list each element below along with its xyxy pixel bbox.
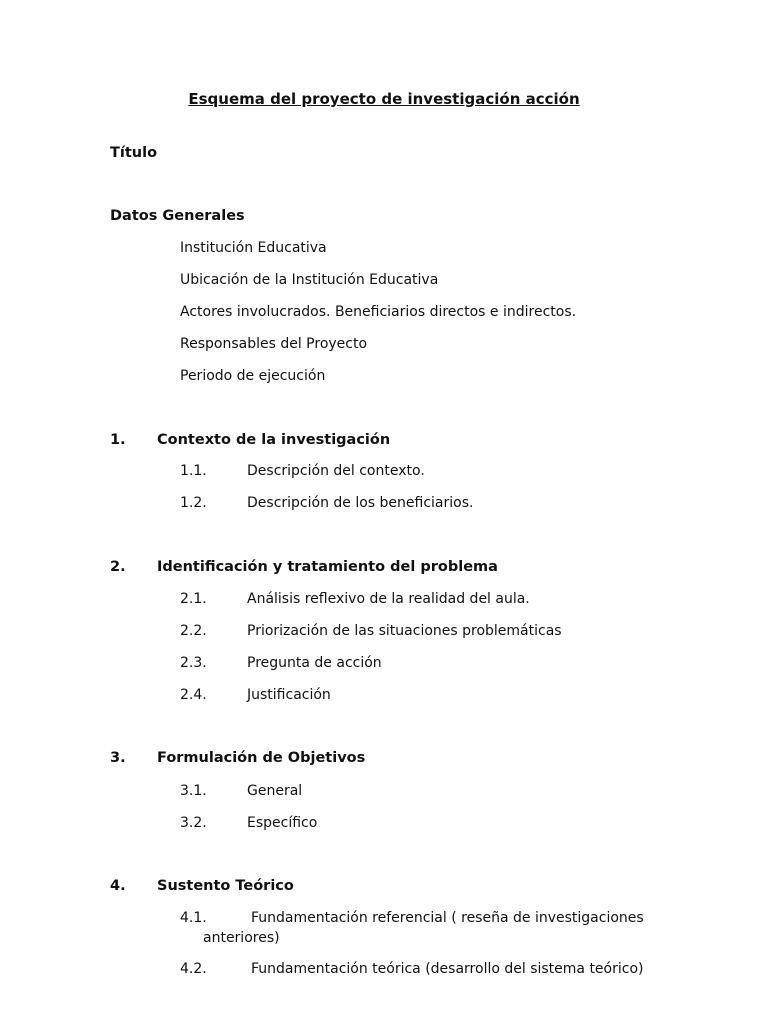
datos-generales-item: Periodo de ejecución — [180, 368, 326, 384]
datos-generales-item: Responsables del Proyecto — [180, 336, 368, 352]
subsection-number: 2.2. — [180, 623, 207, 639]
subsection-text: Priorización de las situaciones problemáticas — [247, 623, 562, 639]
subsection-number: 2.1. — [180, 591, 207, 607]
subsection-text: Descripción de los beneficiarios. — [247, 495, 474, 511]
subsection-number: 3.1. — [180, 783, 207, 799]
titulo-label: Título — [110, 145, 158, 161]
section-title: Formulación de Objetivos — [157, 750, 366, 766]
subsection-number: 1.1. — [180, 463, 207, 479]
subsection-number: 2.3. — [180, 655, 207, 671]
subsection-number: 3.2. — [180, 815, 207, 831]
subsection-text: General — [247, 783, 303, 799]
subsection-text: Descripción del contexto. — [247, 463, 425, 479]
subsection-number: 4.1. — [180, 910, 207, 926]
section-title: Contexto de la investigación — [157, 432, 391, 448]
section-title: Identificación y tratamiento del problema — [157, 559, 498, 575]
section-number: 4. — [110, 878, 126, 894]
subsection-number: 2.4. — [180, 687, 207, 703]
section-number: 2. — [110, 559, 126, 575]
document-title: Esquema del proyecto de investigación acción — [188, 90, 580, 108]
datos-generales-item: Institución Educativa — [180, 240, 327, 256]
datos-generales-item: Actores involucrados. Beneficiarios directos e indirectos. — [180, 304, 577, 320]
subsection-number: 1.2. — [180, 495, 207, 511]
subsection-text: Fundamentación teórica (desarrollo del sistema teórico) — [251, 961, 644, 977]
section-number: 1. — [110, 432, 126, 448]
subsection-text: Análisis reflexivo de la realidad del aula. — [247, 591, 530, 607]
subsection-text-continuation: anteriores) — [203, 930, 280, 946]
subsection-text: Fundamentación referencial ( reseña de investigaciones — [251, 910, 644, 926]
datos-generales-heading: Datos Generales — [110, 208, 245, 224]
subsection-text: Justificación — [247, 687, 331, 703]
section-number: 3. — [110, 750, 126, 766]
subsection-text: Pregunta de acción — [247, 655, 382, 671]
section-title: Sustento Teórico — [157, 878, 294, 894]
datos-generales-item: Ubicación de la Institución Educativa — [180, 272, 439, 288]
subsection-text: Específico — [247, 815, 318, 831]
subsection-number: 4.2. — [180, 961, 207, 977]
